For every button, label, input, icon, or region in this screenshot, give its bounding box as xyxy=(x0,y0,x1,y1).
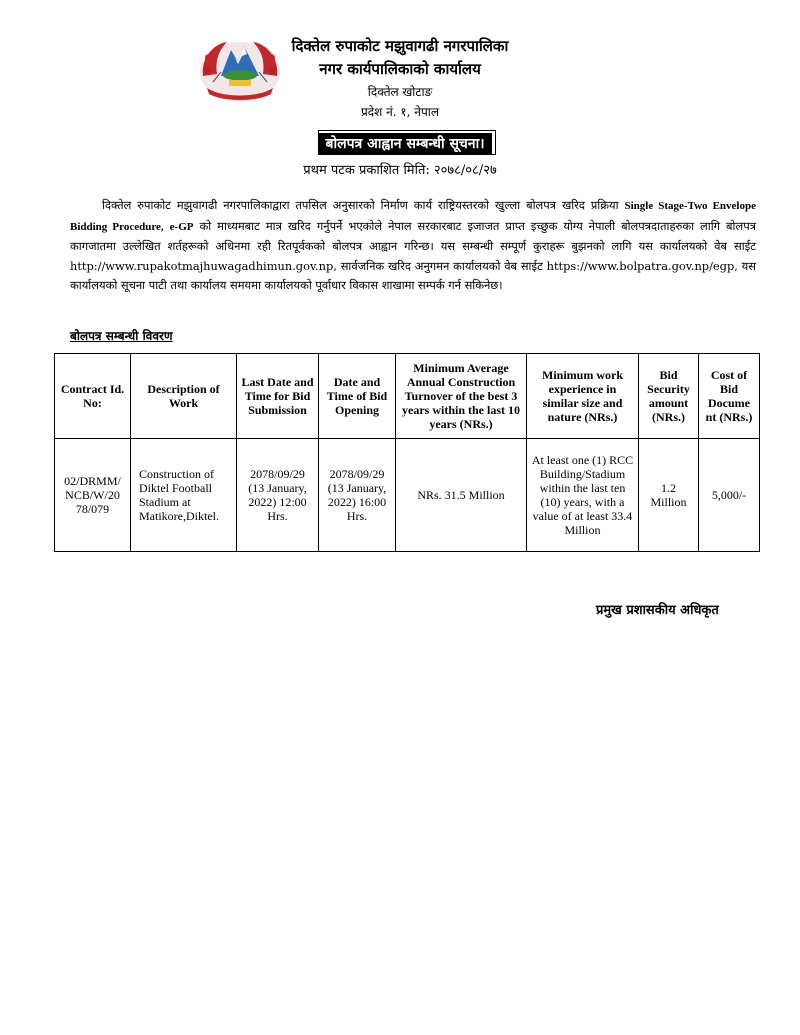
table-row xyxy=(55,439,760,552)
egp-label: e-GP xyxy=(169,220,194,233)
bid-details-heading: बोलपत्र सम्बन्धी विवरण xyxy=(70,329,173,343)
province-line: प्रदेश नं. १, नेपाल xyxy=(360,105,440,119)
col-description: Description of Work xyxy=(131,354,237,439)
body-text-1: दिक्तेल रुपाकोट मझुवागढी नगरपालिकाद्वारा तपसिल अनुसारको निर्माण कार्य राष्ट्रियस्तरको खुल्ला बोलपत्र खरिद प्रक्रिया xyxy=(102,198,625,212)
cell-turnover: NRs. 31.5 Million xyxy=(396,439,527,552)
procedure-name: Single Stage-Two Envelope Bidding Procedure, xyxy=(70,200,756,233)
col-contract-id: Contract Id. No: xyxy=(55,354,131,439)
municipality-name: दिक्तेल रुपाकोट मझुवागढी नगरपालिका xyxy=(291,37,509,55)
col-doc-cost: Cost of Bid Docume nt (NRs.) xyxy=(699,354,760,439)
body-text-2: को माध्यमबाट मात्र खरिद गर्नुपर्ने भएकोले नेपाल सरकारबाट इजाजत प्राप्त इच्छुक योग्य नेपाली बोलपत्रदाताहरुका लागि बोलपत्र कागजातमा उल्लेखित शर्तहरूको अधिनमा रही रितपूर्वकको बोलपत्र आह्वान गरिन्छ। यस सम्बन्धी सम्पूर्ण कुराहरू बुझनको लागि यस कार्यालयको वेब साईट http://www.rupakotmajhuwagadhimun.gov.np, सार्वजनिक खरिद अनुगमन कार्यालयको वेब साईट https://www.bolpatra.gov.np/egp, यस कार्यालयको सूचना पाटी तथा कार्यालय समयमा कार्यालयको पूर्वाधार विकास शाखामा सम्पर्क गर्न सकिनेछ। xyxy=(70,218,756,292)
cell-opening: 2078/09/29 (13 January, 2022) 16:00 Hrs. xyxy=(319,439,396,552)
notice-body xyxy=(70,196,756,296)
cell-contract-id: 02/DRMM/ NCB/W/20 78/079 xyxy=(55,439,131,552)
col-submission: Last Date and Time for Bid Submission xyxy=(237,354,319,439)
cell-submission: 2078/09/29 (13 January, 2022) 12:00 Hrs. xyxy=(237,439,319,552)
notice-title: बोलपत्र आह्वान सम्बन्धी सूचना। xyxy=(318,133,492,155)
publication-date: प्रथम पटक प्रकाशित मिति: २०७८/०८/२७ xyxy=(303,163,497,178)
cell-description: Construction of Diktel Football Stadium at Matikore,Diktel. xyxy=(131,439,237,552)
cell-doc-cost: 5,000/- xyxy=(699,439,760,552)
col-security: Bid Security amount (NRs.) xyxy=(639,354,699,439)
cell-security: 1.2 Million xyxy=(639,439,699,552)
col-turnover: Minimum Average Annual Construction Turnover of the best 3 years within the last 10 years (NRs.) xyxy=(396,354,527,439)
bid-details-table xyxy=(54,353,760,552)
office-location: दिक्तेल खोटाङ xyxy=(367,85,433,99)
col-opening: Date and Time of Bid Opening xyxy=(319,354,396,439)
office-name: नगर कार्यपालिकाको कार्यालय xyxy=(319,60,481,78)
cell-experience: At least one (1) RCC Building/Stadium within the last ten (10) years, with a value of at least 33.4 Million xyxy=(527,439,639,552)
table-header-row xyxy=(55,354,760,439)
col-experience: Minimum work experience in similar size and nature (NRs.) xyxy=(527,354,639,439)
signature-title: प्रमुख प्रशासकीय अधिकृत xyxy=(596,603,719,618)
